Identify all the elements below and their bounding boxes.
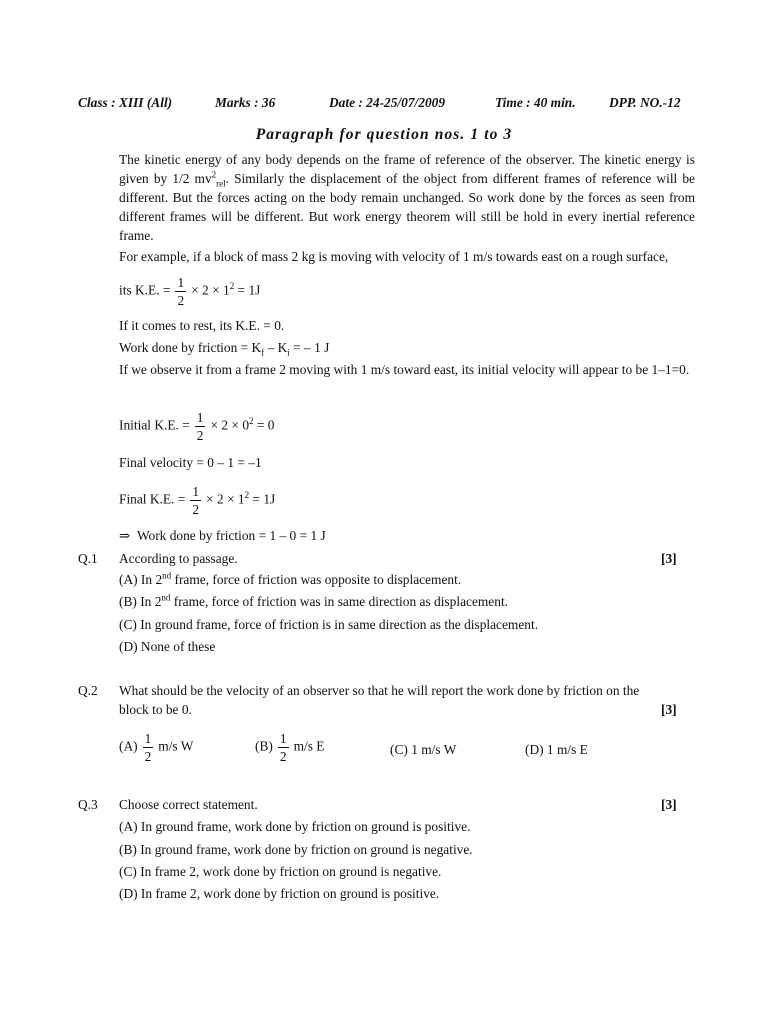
final-velocity: Final velocity = 0 – 1 = –1 (119, 455, 262, 470)
paragraph-title: Paragraph for question nos. 1 to 3 (255, 126, 513, 143)
rest-statement: If it comes to rest, its K.E. = 0. (119, 318, 285, 333)
question-number: Q.1 (78, 551, 98, 566)
option-c: (C) In frame 2, work done by friction on ground is negative. (119, 864, 442, 879)
question-text-line-1: What should be the velocity of an observer so that he will report the work done by friction on the (119, 683, 640, 698)
fraction-half: $\frac{1}{2}$ (192, 484, 200, 517)
fraction-half: $\frac{1}{2}$ (279, 731, 287, 764)
question-marks: [3] (661, 797, 677, 812)
fraction-half: $\frac{1}{2}$ (144, 731, 152, 764)
passage-paragraph-2: For example, if a block of mass 2 kg is moving with velocity of 1 m/s towards east on a rough surface, (119, 249, 669, 264)
fraction-half: $\frac{1}{2}$ (177, 275, 185, 308)
option-d: (D) In frame 2, work done by friction on ground is positive. (119, 886, 440, 901)
option-a: (A) In ground frame, work done by friction on ground is positive. (119, 819, 471, 834)
question-number: Q.3 (78, 797, 98, 812)
option-c: (C) In ground frame, force of friction is in same direction as the displacement. (119, 617, 539, 632)
question-text-line-2: block to be 0. (119, 702, 192, 717)
work-done-conclusion: ⇒ Work done by friction = 1 – 0 = 1 J (119, 528, 326, 543)
header-class: Class : XIII (All) (78, 95, 173, 110)
question-marks: [3] (661, 702, 677, 717)
option-d: (D) 1 m/s E (525, 742, 588, 757)
question-number: Q.2 (78, 683, 98, 698)
option-b: (B) In ground frame, work done by friction on ground is negative. (119, 842, 473, 857)
fraction-half: $\frac{1}{2}$ (196, 410, 204, 443)
option-b: (B) In 2nd frame, force of friction was in same direction as displacement. (119, 592, 509, 609)
header-date: Date : 24-25/07/2009 (329, 95, 446, 110)
question-text: Choose correct statement. (119, 797, 258, 812)
implies-arrow-icon: ⇒ (119, 528, 131, 543)
question-text: According to passage. (119, 551, 238, 566)
ke-equation: its K.E. = $\frac{1}{2}$ × $2 \times 1^2 = 1J$ (119, 275, 261, 308)
header-time: Time : 40 min. (495, 95, 576, 110)
header-marks: Marks : 36 (215, 95, 276, 110)
frame-2-statement: If we observe it from a frame 2 moving with 1 m/s toward east, its initial velocity will appear to be 1–1=0. (119, 362, 690, 377)
option-c: (C) 1 m/s W (390, 742, 457, 757)
header-dpp-no: DPP. NO.-12 (609, 95, 681, 110)
final-ke-equation: Final K.E. = $\frac{1}{2}$ × $2 \times 1^2 = 1J$ (119, 484, 276, 517)
passage-paragraph-1: The kinetic energy of any body depends on the frame of reference of the observer. The kinetic energy is given by 1/2 $mv^2_{rel}$. Similarly the displacement of the object from different frames of reference will be different. But the forces acting on the body remain unchanged. So work done by the forces as seen from different frames will be different. But work energy theorem will still be hold in every inertial reference frame. (119, 152, 695, 243)
option-d: (D) None of these (119, 639, 216, 654)
option-b: (B) $\frac{1}{2}$ m/s E (255, 731, 325, 764)
option-a: (A) In 2nd frame, force of friction was opposite to displacement. (119, 570, 462, 587)
option-a: (A) $\frac{1}{2}$ m/s W (119, 731, 194, 764)
initial-ke-equation: Initial K.E. = $\frac{1}{2}$ × $2 \times 0^2 = 0$ (119, 410, 275, 443)
question-marks: [3] (661, 551, 677, 566)
work-friction-equation: Work done by friction = $K_f - K_i$ = – 1 J (119, 340, 330, 358)
